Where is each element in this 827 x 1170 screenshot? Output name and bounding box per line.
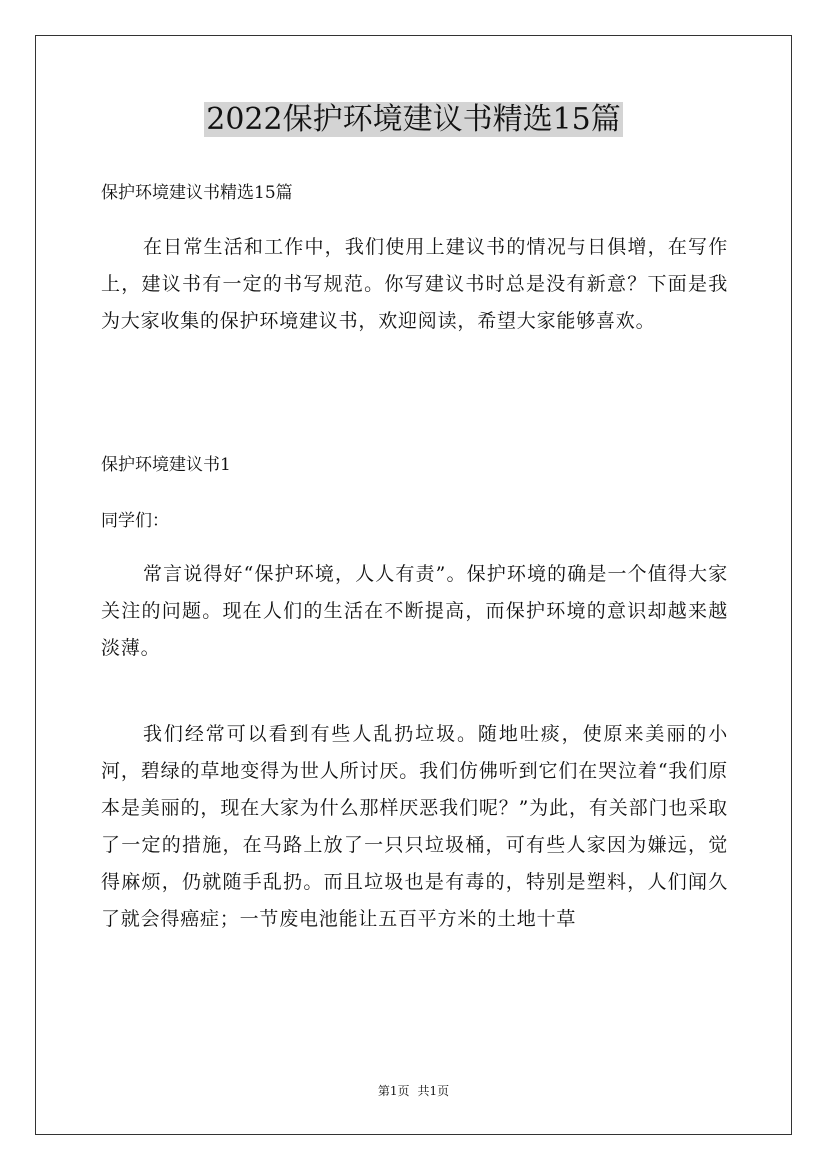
document-title <box>0 98 827 142</box>
salutation: 同学们： <box>101 511 169 531</box>
body-paragraph-2: 我们经常可以看到有些人乱扔垃圾。随地吐痰，使原来美丽的小河，碧绿的草地变得为世人所讨厌。我们仿佛听到它们在哭泣着“我们原本是美丽的，现在大家为什么那样厌恶我们呢？”为此，有关部门也采取了一定的措施，在马路上放了一只只垃圾桶，可有些人家因为嫌远，觉得麻烦，仍就随手乱扔。而且垃圾也是有毒的，特别是塑料，人们闻久了就会得癌症；一节废电池能让五百平方米的土地十草 <box>101 723 728 930</box>
page-total: 共1页 <box>417 1084 450 1098</box>
intro-paragraph: 在日常生活和工作中，我们使用上建议书的情况与日俱增，在写作上，建议书有一定的书写规范。你写建议书时总是没有新意？下面是我为大家收集的保护环境建议书，欢迎阅读，希望大家能够喜欢。 <box>101 236 728 332</box>
page-number: 第1页 <box>377 1084 410 1098</box>
section-heading: 保护环境建议书1 <box>101 455 231 475</box>
page-footer <box>0 1083 827 1099</box>
document-subtitle: 保护环境建议书精选15篇 <box>101 183 293 203</box>
body-paragraph-1: 常言说得好“保护环境，人人有责”。保护环境的确是一个值得大家关注的问题。现在人们的生活在不断提高，而保护环境的意识却越来越淡薄。 <box>101 563 728 659</box>
document-title-text: 2022保护环境建议书精选15篇 <box>206 102 621 137</box>
